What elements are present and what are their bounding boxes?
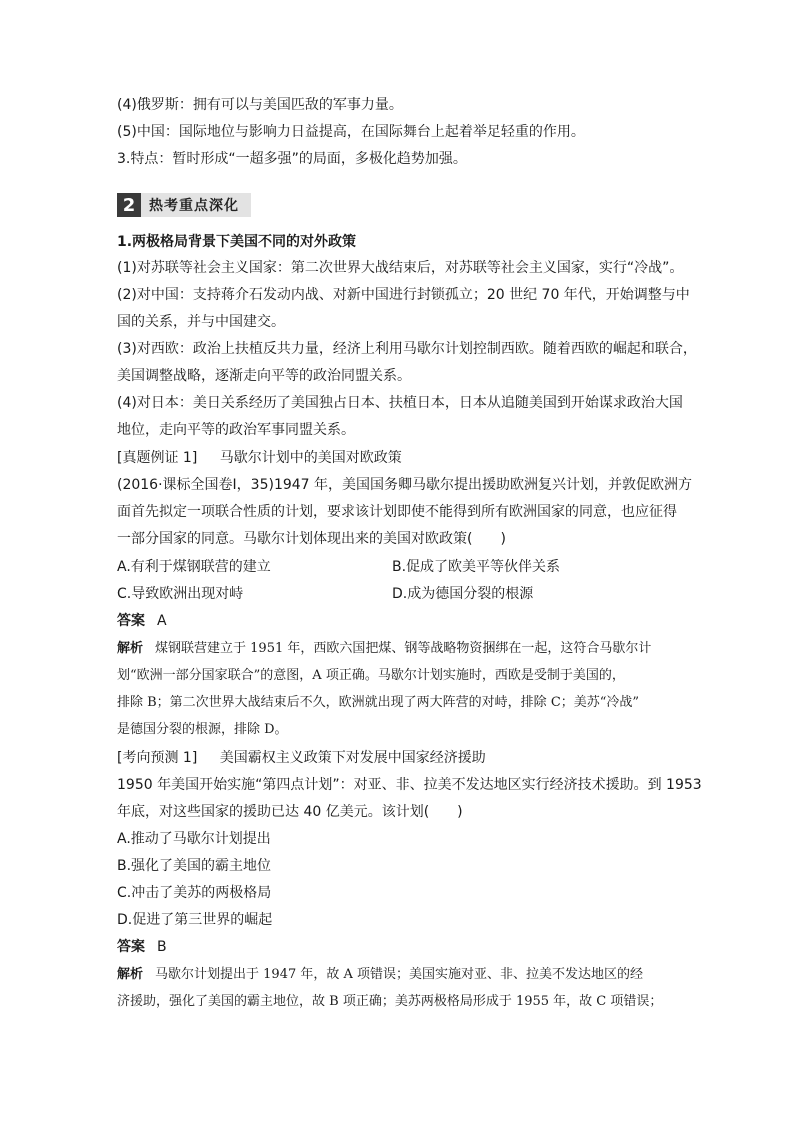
- answer-value: A: [157, 613, 167, 629]
- option-c: C.导致欧洲出现对峙: [117, 586, 244, 602]
- example-heading-2: [117, 748, 486, 768]
- option-b: B.强化了美国的霸主地位: [117, 858, 272, 874]
- answer-label: 答案: [117, 613, 145, 629]
- option-b: B.促成了欧美平等伙伴关系: [392, 559, 561, 575]
- answer-value: B: [157, 939, 167, 955]
- policy-line: 地位，走向平等的政治军事同盟关系。: [117, 422, 355, 438]
- option-d: D.成为德国分裂的根源: [392, 586, 534, 602]
- analysis-label: 解析: [117, 967, 144, 982]
- policy-line: (2)对中国：支持蒋介石发动内战、对新中国进行封锁孤立；20 世纪 70 年代，开始调整与中: [117, 287, 690, 303]
- analysis-text: 煤钢联营建立于 1951 年，西欧六国把煤、钢等战略物资捆绑在一起，这符合马歇尔计: [155, 641, 652, 656]
- example-title: 美国霸权主义政策下对发展中国家经济援助: [219, 750, 486, 766]
- paragraph-features: 3.特点：暂时形成“一超多强”的局面，多极化趋势加强。: [117, 151, 467, 167]
- analysis-line: [117, 965, 643, 985]
- policy-line: (4)对日本：美日关系经历了美国独占日本、扶植日本，日本从追随美国到开始谋求政治大国: [117, 395, 683, 411]
- question-line: 1950 年美国开始实施“第四点计划”：对亚、非、拉美不发达地区实行经济技术援助。到 1953: [117, 777, 702, 793]
- example-tag: [真题例证 1]: [117, 450, 198, 466]
- example-heading-1: [117, 448, 402, 468]
- example-tag: [考向预测 1]: [117, 750, 198, 766]
- policy-line: 国的关系，并与中国建交。: [117, 314, 285, 330]
- heading-policies: 1.两极格局背景下美国不同的对外政策: [117, 234, 357, 250]
- analysis-line: 是德国分裂的根源，排除 D。: [117, 722, 288, 737]
- answer-line: [117, 611, 167, 631]
- section-header: [117, 193, 251, 217]
- analysis-text: 马歇尔计划提出于 1947 年，故 A 项错误；美国实施对亚、非、拉美不发达地区的经: [155, 967, 644, 982]
- analysis-line: 划“欧洲一部分国家联合”的意图，A 项正确。马歇尔计划实施时，西欧是受制于美国的，: [117, 668, 625, 683]
- question-line: (2016·课标全国卷Ⅰ，35)1947 年，美国国务卿马歇尔提出援助欧洲复兴计划，并敦促欧洲方: [117, 477, 693, 493]
- policy-line: 美国调整战略，逐渐走向平等的政治同盟关系。: [117, 368, 411, 384]
- paragraph-china: (5)中国：国际地位与影响力日益提高，在国际舞台上起着举足轻重的作用。: [117, 124, 585, 140]
- answer-label: 答案: [117, 939, 145, 955]
- analysis-line: [117, 639, 651, 659]
- question-line: 一部分国家的同意。马歇尔计划体现出来的美国对欧政策( ): [117, 531, 506, 547]
- analysis-line: 济援助，强化了美国的霸主地位，故 B 项正确；美苏两极格局形成于 1955 年，故 C 项错误；: [117, 994, 663, 1009]
- option-a: A.推动了马歇尔计划提出: [117, 831, 271, 847]
- policy-line: (3)对西欧：政治上扶植反共力量，经济上利用马歇尔计划控制西欧。随着西欧的崛起和联合，: [117, 341, 697, 357]
- section-number: 2: [117, 193, 141, 217]
- option-c: C.冲击了美苏的两极格局: [117, 885, 272, 901]
- example-title: 马歇尔计划中的美国对欧政策: [219, 450, 402, 466]
- analysis-line: 排除 B；第二次世界大战结束后不久，欧洲就出现了两大阵营的对峙，排除 C；美苏“冷战”: [117, 695, 640, 710]
- section-title: 热考重点深化: [149, 198, 239, 214]
- question-line: 面首先拟定一项联合性质的计划，要求该计划即使不能得到所有欧洲国家的同意，也应征得: [117, 504, 677, 520]
- answer-line: [117, 937, 167, 957]
- option-d: D.促进了第三世界的崛起: [117, 912, 273, 928]
- option-a: A.有利于煤钢联营的建立: [117, 559, 271, 575]
- paragraph-russia: (4)俄罗斯：拥有可以与美国匹敌的军事力量。: [117, 97, 403, 113]
- policy-line: (1)对苏联等社会主义国家：第二次世界大战结束后，对苏联等社会主义国家，实行“冷战”。: [117, 260, 684, 276]
- question-line: 年底，对这些国家的援助已达 40 亿美元。该计划( ): [117, 804, 463, 820]
- analysis-label: 解析: [117, 641, 144, 656]
